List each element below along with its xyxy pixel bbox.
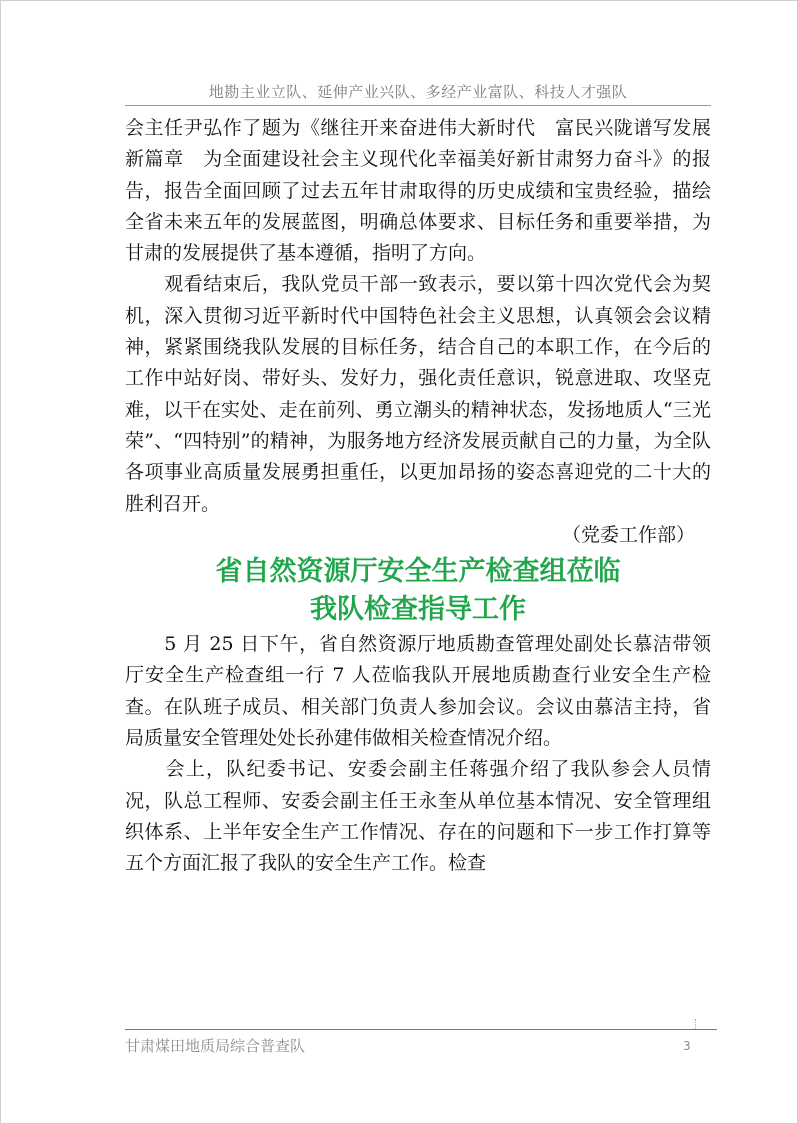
page-body <box>125 113 711 880</box>
department-signature: （党委工作部） <box>561 523 695 546</box>
inspection-paragraph-2: 会上，队纪委书记、安委会副主任蒋强介绍了我队参会人员情况，队总工程师、安委会副主任王永奎从单位基本情况、安全管理组织体系、上半年安全生产工作情况、存在的问题和下一步工作打算等五个方面汇报了我队的安全生产工作。检查 <box>125 758 711 875</box>
footer-divider <box>125 1029 717 1030</box>
party-congress-paragraph-1: 会主任尹弘作了题为《继往开来奋进伟大新时代 富民兴陇谱写发展新篇章 为全面建设社会主义现代化幸福美好新甘肃努力奋斗》的报告，报告全面回顾了过去五年甘肃取得的历史成绩和宝贵经验，描绘全省未来五年的发展蓝图，明确总体要求、目标任务和重要举措，为甘肃的发展提供了基本遵循，指明了方向。 <box>125 117 711 265</box>
inspection-paragraph-1: 5 月 25 日下午，省自然资源厅地质勘查管理处副处长慕洁带领厅安全生产检查组一行 7 人莅临我队开展地质勘查行业安全生产检查。在队班子成员、相关部门负责人参加会议。会议由慕洁主持，省局质量安全管理处处长孙建伟做相关检查情况介绍。 <box>125 633 711 750</box>
party-congress-paragraph-2: 观看结束后，我队党员干部一致表示，要以第十四次党代会为契机，深入贯彻习近平新时代中国特色社会主义思想，认真领会会议精神，紧紧围绕我队发展的目标任务，结合自己的本职工作，在今后的工作中站好岗、带好头、发好力，强化责任意识，锐意进取、攻坚克难，以干在实处、走在前列、勇立潮头的精神状态，发扬地质人“三光荣”、“四特别”的精神，为服务地方经济发展贡献自己的力量，为全队各项事业高质量发展勇担重任，以更加昂扬的姿态喜迎党的二十大的胜利召开。 <box>125 273 711 515</box>
article-title <box>125 553 711 629</box>
article-title-line-2: 我队检查指导工作 <box>310 594 526 626</box>
article-title-line-1: 省自然资源厅安全生产检查组莅临 <box>215 556 621 588</box>
page-number: 3 <box>683 1039 691 1053</box>
footer-org-name: 甘肃煤田地质局综合普查队 <box>125 1037 306 1055</box>
footer-margin-mark <box>695 1019 696 1029</box>
header-divider <box>125 105 711 106</box>
running-header: 地勘主业立队、延伸产业兴队、多经产业富队、科技人才强队 <box>208 83 628 101</box>
